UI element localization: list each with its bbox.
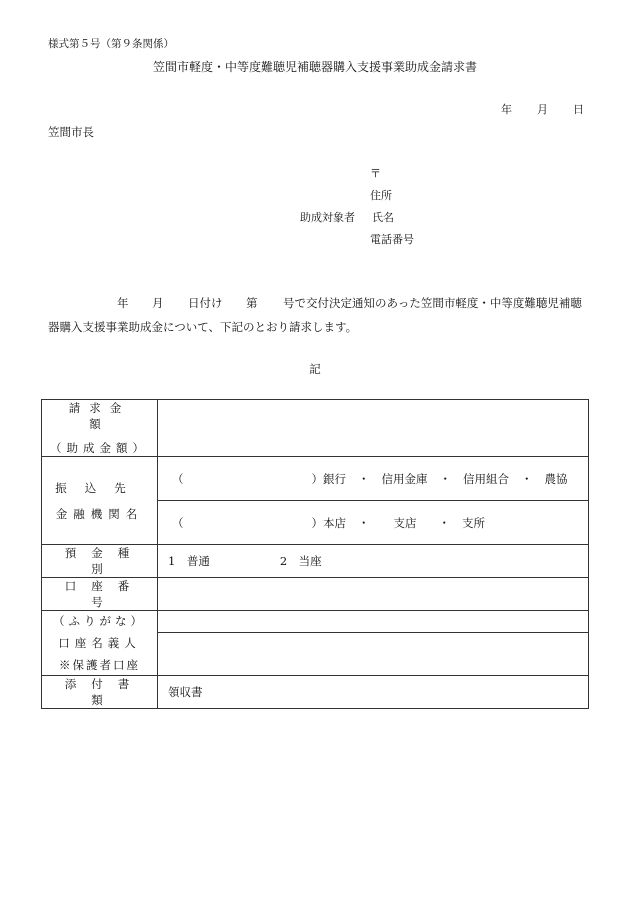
dot: ・ xyxy=(358,471,370,486)
request-form-table xyxy=(41,399,589,709)
attachment-value: 領収書 xyxy=(168,685,203,699)
branch-name-line xyxy=(158,515,588,531)
attachment-label-cell xyxy=(42,676,158,709)
deposit-label-cell xyxy=(42,545,158,578)
account-holder-value-cell[interactable] xyxy=(158,633,589,676)
account-holder-label-cell xyxy=(42,611,158,676)
amount-sub-label: （助成金額） xyxy=(50,441,149,455)
bank-paren-close: ） xyxy=(311,471,323,486)
dot: ・ xyxy=(358,515,370,530)
postal-mark: 〒 xyxy=(370,167,381,180)
attachment-label: 添付書類 xyxy=(64,677,145,707)
form-number: 様式第５号（第９条関係） xyxy=(48,38,174,50)
body-line1-rest: 号で交付決定通知のあった笠間市軽度・中等度難聴児補聴 xyxy=(283,296,582,310)
branch-name-cell[interactable] xyxy=(158,501,589,545)
name-label: 氏名 xyxy=(372,211,394,224)
deposit-option-ordinary[interactable]: 1 普通 xyxy=(168,554,210,568)
furigana-value-cell[interactable] xyxy=(158,611,589,633)
guardian-account-note: ※保護者口座 xyxy=(59,658,140,672)
bank-type-shinkin: 信用金庫 xyxy=(381,471,428,486)
bank-name-cell[interactable] xyxy=(158,457,589,501)
amount-label-cell xyxy=(42,400,158,457)
amount-value-cell[interactable] xyxy=(158,400,589,457)
furigana-label: （ふりがな） xyxy=(53,614,146,628)
account-number-value-cell[interactable] xyxy=(158,578,589,611)
branch-paren-close: ） xyxy=(311,515,323,530)
dot: ・ xyxy=(438,515,450,530)
account-number-label: 口座番号 xyxy=(64,579,145,609)
bank-label-line2: 金融機関名 xyxy=(55,506,144,521)
amount-label-text: 請求金額 xyxy=(68,401,131,431)
branch-type-branch: 支店 xyxy=(393,515,417,530)
body-line2: 器購入支援事業助成金について、下記のとおり請求します。 xyxy=(48,320,358,334)
branch-paren-open: （ xyxy=(172,515,184,530)
body-number-prefix: 第 xyxy=(246,296,258,310)
account-number-label-cell xyxy=(42,578,158,611)
bank-type-credit-union: 信用組合 xyxy=(463,471,509,486)
bank-type-bank: 銀行 xyxy=(323,471,346,486)
document-title: 笠間市軽度・中等度難聴児補聴器購入支援事業助成金請求書 xyxy=(152,60,477,74)
date-month-label: 月 xyxy=(537,103,548,116)
bank-type-agri: 農協 xyxy=(544,471,568,486)
branch-type-sub: 支所 xyxy=(462,515,485,530)
bank-label-cell xyxy=(42,457,158,545)
body-year: 年 xyxy=(117,296,129,310)
account-holder-label: 口座名義人 xyxy=(58,636,141,650)
branch-type-main: 本店 xyxy=(323,515,346,530)
bank-paren-open: （ xyxy=(172,471,184,486)
attachment-value-cell xyxy=(158,676,589,709)
addressee: 笠間市長 xyxy=(48,125,94,139)
body-day: 日付け xyxy=(188,296,223,310)
dot: ・ xyxy=(439,471,451,486)
deposit-label: 預金種別 xyxy=(64,546,145,576)
phone-label: 電話番号 xyxy=(370,233,414,246)
amount-label xyxy=(42,400,157,432)
body-month: 月 xyxy=(152,296,164,310)
deposit-option-current[interactable]: 2 当座 xyxy=(279,554,322,568)
date-day-label: 日 xyxy=(573,103,584,116)
bank-name-line xyxy=(158,471,588,487)
bank-label-line1: 振込先 xyxy=(55,480,144,495)
applicant-role-label: 助成対象者 xyxy=(300,211,355,224)
date-year-label: 年 xyxy=(501,103,512,116)
dot: ・ xyxy=(521,471,533,486)
deposit-type-cell[interactable] xyxy=(158,545,589,578)
deposit-options xyxy=(168,553,588,569)
address-label: 住所 xyxy=(370,189,392,202)
ki-heading: 記 xyxy=(309,362,321,376)
